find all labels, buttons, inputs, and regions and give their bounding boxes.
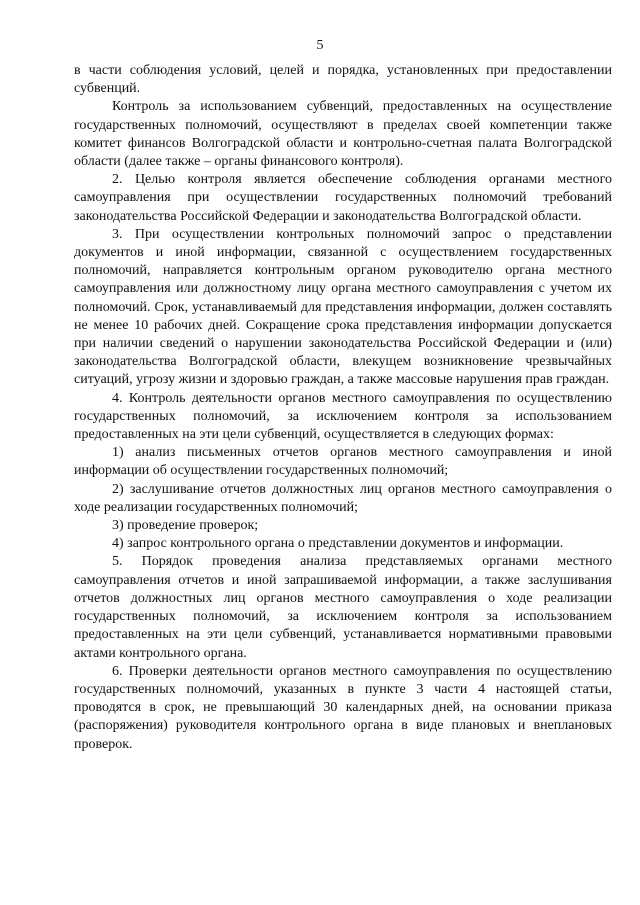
page-number: 5 bbox=[316, 38, 324, 53]
list-item-2: 2) заслушивание отчетов должностных лиц органов местного самоуправления о ходе реализации государственных полномочий; bbox=[74, 481, 612, 515]
list-item-1: 1) анализ письменных отчетов органов местного самоуправления и иной информации об осуществлении государственных полномочий; bbox=[74, 445, 612, 479]
paragraph-control-subventions: Контроль за использованием субвенций, предоставленных на осуществление государственных полномочий, осуществляют в пределах своей компетенции также комитет финансов Волгоградской области и контрольно-счетная палата Волгоградской области (далее также – органы финансового контроля). bbox=[74, 99, 612, 170]
paragraph-3: 3. При осуществлении контрольных полномочий запрос о представлении документов и иной информации, связанной с осуществлением государственных полномочий, направляется контрольным органом руководителю органа местного самоуправления или должностному лицу органа местного самоуправления с учетом их полномочий. Срок, устанавливаемый для представления информации, должен составлять не менее 10 рабочих дней. Сокращение срока представления информации допускается при наличии сведений о нарушении законодательства Российской Федерации и (или) законодательства Волгоградской области, влекущем возникновение чрезвычайных ситуаций, угрозу жизни и здоровью граждан, а также массовые нарушения прав граждан. bbox=[74, 226, 612, 388]
document-body bbox=[74, 62, 612, 754]
paragraph-5: 5. Порядок проведения анализа представляемых органами местного самоуправления отчетов и иной запрашиваемой информации, а также заслушивания отчетов должностных лиц органов местного самоуправления о ходе реализации государственных полномочий, за исключением контроля за использованием предоставленных на эти цели субвенций, устанавливается нормативными правовыми актами контрольного органа. bbox=[74, 554, 612, 661]
paragraph-2: 2. Целью контроля является обеспечение соблюдения органами местного самоуправления при осуществлении государственных полномочий требований законодательства Российской Федерации и законодательства Волгоградской области. bbox=[74, 172, 612, 224]
paragraph-6: 6. Проверки деятельности органов местного самоуправления по осуществлению государственных полномочий, указанных в пункте 3 части 4 настоящей статьи, проводятся в срок, не превышающий 30 календарных дней, на основании приказа (распоряжения) руководителя контрольного органа в виде плановых и внеплановых проверок. bbox=[74, 663, 612, 752]
list-item-4: 4) запрос контрольного органа о представлении документов и информации. bbox=[112, 536, 564, 552]
paragraph-4: 4. Контроль деятельности органов местного самоуправления по осуществлению государственных полномочий, за исключением контроля за использованием предоставленных на эти цели субвенций, осуществляется в следующих формах: bbox=[74, 390, 612, 443]
paragraph-continuation: в части соблюдения условий, целей и порядка, установленных при предоставлении субвенций. bbox=[74, 63, 612, 97]
list-item-3: 3) проведение проверок; bbox=[112, 518, 259, 534]
